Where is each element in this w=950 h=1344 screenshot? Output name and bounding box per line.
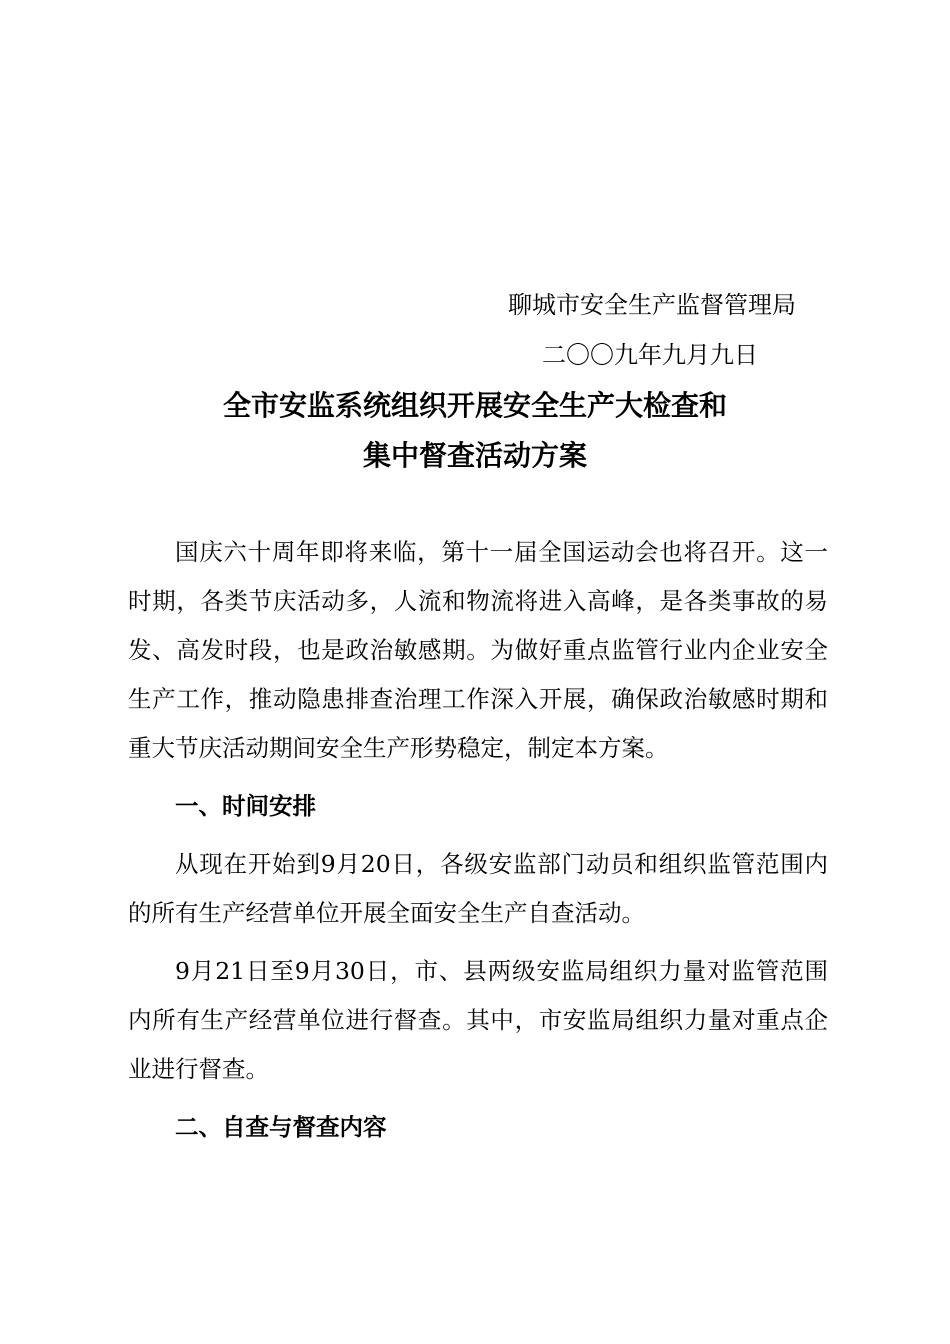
document-title-line-2: 集中督查活动方案 <box>362 439 587 472</box>
section-heading-content: 二、自查与督查内容 <box>175 1113 387 1141</box>
issue-date: 二〇〇九年九月九日 <box>542 341 758 369</box>
issuer-name: 聊城市安全生产监督管理局 <box>508 291 796 319</box>
document-title-line-1: 全市安监系统组织开展安全生产大检查和 <box>222 389 727 422</box>
intro-paragraph: 国庆六十周年即将来临，第十一届全国运动会也将召开。这一时期，各类节庆活动多，人流和物流将进入高峰，是各类事故的易发、高发时段，也是政治敏感期。为做好重点监管行业内企业安全生产工作，推动隐患排查治理工作深入开展，确保政治敏感时期和重大节庆活动期间安全生产形势稳定，制定本方案。 <box>128 538 828 762</box>
schedule-paragraph-2: 9月21日至9月30日，市、县两级安监局组织力量对监管范围内所有生产经营单位进行督查。其中，市安监局组织力量对重点企业进行督查。 <box>128 957 828 1083</box>
section-heading-schedule: 一、时间安排 <box>175 792 316 820</box>
document-body <box>128 528 828 1152</box>
schedule-paragraph-1: 从现在开始到9月20日，各级安监部门动员和组织监管范围内的所有生产经营单位开展全面安全生产自查活动。 <box>128 850 828 927</box>
